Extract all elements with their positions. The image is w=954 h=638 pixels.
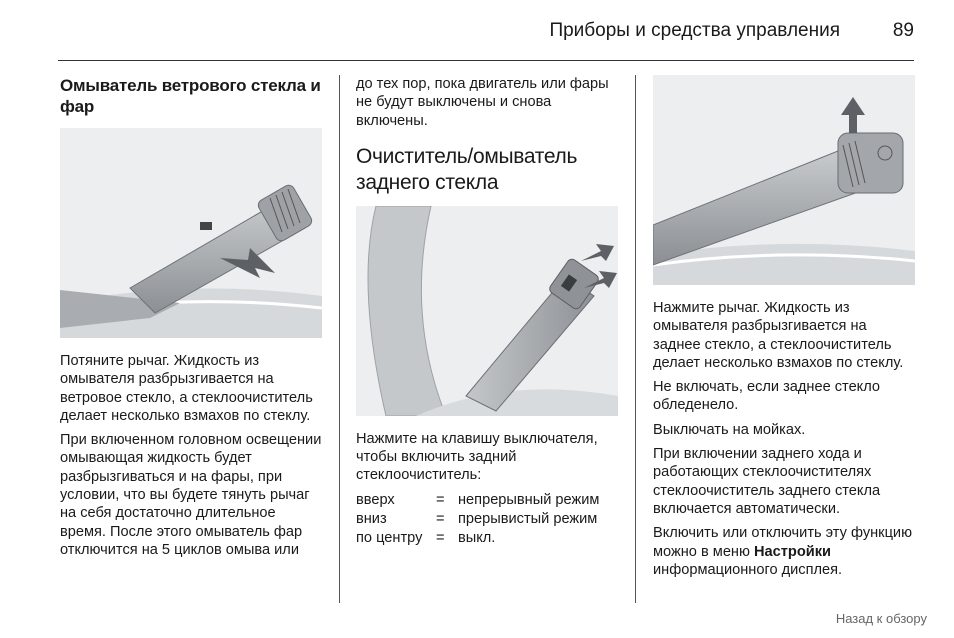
column-1 bbox=[60, 75, 324, 565]
mode-equals: = bbox=[436, 510, 445, 527]
column-2 bbox=[356, 75, 618, 548]
header-divider bbox=[58, 60, 914, 61]
mode-key: вниз bbox=[356, 510, 387, 527]
mode-value: прерывистый режим bbox=[458, 510, 598, 527]
back-to-overview-link[interactable]: Назад к обзору bbox=[835, 611, 927, 626]
mode-key: по центру bbox=[356, 529, 423, 546]
mode-equals: = bbox=[436, 529, 445, 546]
instruction-paragraph: Нажмите на клавишу выключателя, чтобы включить задний стеклоочиститель: bbox=[356, 430, 598, 484]
switch-modes-table bbox=[356, 491, 599, 548]
settings-menu-name: Настройки bbox=[754, 543, 832, 560]
figure-stalk-pull bbox=[60, 128, 322, 338]
body-paragraph: При включенном головном освещении омывающая жидкость будет разбрызгиваться и на фары, при условии, что вы будете тянуть рычаг на себя достаточно длительное время. После этого омыватель фар отключится на 5 циклов омыва или bbox=[60, 432, 322, 558]
page-number: 89 bbox=[892, 20, 914, 41]
figure-rear-wiper-switch bbox=[356, 206, 618, 416]
body-paragraph: Потяните рычаг. Жидкость из омывателя разбрызгивается на ветровое стекло, а стеклоочиститель делает несколько взмахов по стеклу. bbox=[60, 353, 313, 424]
column-divider bbox=[635, 75, 636, 603]
column-divider bbox=[339, 75, 340, 603]
figure-stalk-push bbox=[653, 75, 915, 285]
section-title-windshield-washer: Омыватель ветрового стекла и фар bbox=[60, 76, 321, 116]
settings-text-suffix: информационного дисплея. bbox=[653, 561, 843, 578]
running-header-title: Приборы и средства управления bbox=[549, 20, 840, 41]
continuation-paragraph: до тех пор, пока двигатель или фары не будут выключены и снова включены. bbox=[356, 76, 609, 129]
rear-wiper-switch-illustration bbox=[356, 206, 618, 416]
body-paragraph: Не включать, если заднее стекло обледенело. bbox=[653, 379, 881, 414]
section-title-rear-wiper: Очиститель/омыватель заднего стекла bbox=[356, 144, 578, 194]
mode-value: выкл. bbox=[458, 529, 496, 546]
body-paragraph: Выключать на мойках. bbox=[653, 421, 806, 438]
mode-value: непрерывный режим bbox=[458, 491, 600, 508]
body-paragraph: При включении заднего хода и работающих стеклоочистителях стеклоочиститель заднего стекла включается автоматически. bbox=[653, 446, 881, 517]
column-3 bbox=[653, 75, 915, 585]
stalk-push-illustration bbox=[653, 75, 915, 285]
mode-row bbox=[356, 529, 599, 548]
stalk-pull-illustration bbox=[60, 128, 322, 338]
mode-equals: = bbox=[436, 491, 445, 508]
body-paragraph: Нажмите рычаг. Жидкость из омывателя разбрызгивается на заднее стекло, а стеклоочиститель делает несколько взмахов по стеклу. bbox=[653, 300, 904, 371]
mode-row bbox=[356, 510, 599, 529]
body-paragraph bbox=[653, 524, 915, 579]
settings-text-prefix: Включить или отключить эту функцию можно в меню bbox=[653, 525, 913, 560]
mode-row bbox=[356, 491, 599, 510]
mode-key: вверх bbox=[356, 491, 395, 508]
